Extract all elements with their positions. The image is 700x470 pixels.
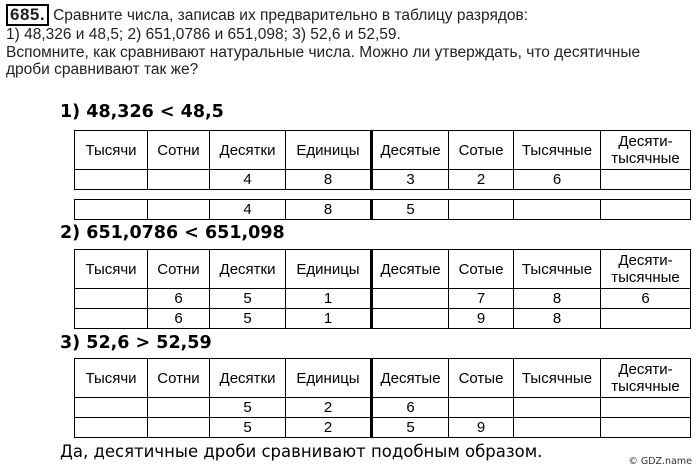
- conclusion-text: Да, десятичные дроби сравнивают подобным образом.: [60, 442, 543, 461]
- cell: 6: [372, 398, 449, 418]
- col-header-tenths: Десятые: [372, 250, 449, 289]
- cell: 5: [210, 418, 286, 438]
- cell: 5: [372, 200, 449, 220]
- cell: [601, 200, 691, 220]
- cell: [601, 170, 691, 190]
- task-line-4: дроби сравнивают так же?: [6, 61, 199, 78]
- cell: 8: [286, 170, 372, 190]
- cell: 5: [210, 289, 286, 309]
- col-header-tenths: Десятые: [372, 359, 449, 398]
- cell: [75, 398, 148, 418]
- table-row: [75, 418, 691, 438]
- task-number: 685.: [6, 4, 49, 26]
- col-header-tenths: Десятые: [372, 131, 449, 170]
- table-row: [75, 170, 691, 190]
- col-header-hundredths: Сотые: [449, 359, 514, 398]
- col-header-hundreds: Сотни: [148, 359, 210, 398]
- task-text: [6, 4, 694, 79]
- cell: [514, 200, 601, 220]
- section-2-table: [74, 249, 691, 329]
- col-header-hundredths: Сотые: [449, 250, 514, 289]
- cell: 9: [449, 418, 514, 438]
- cell: 9: [449, 309, 514, 329]
- col-header-hundreds: Сотни: [148, 131, 210, 170]
- table-row: [75, 309, 691, 329]
- col-header-ten-thousandths: Десяти-тысячные: [601, 250, 691, 289]
- cell: 2: [286, 398, 372, 418]
- cell: [75, 289, 148, 309]
- col-header-hundreds: Сотни: [148, 250, 210, 289]
- cell: [514, 418, 601, 438]
- table-row: [75, 289, 691, 309]
- cell: [148, 170, 210, 190]
- cell: [601, 309, 691, 329]
- col-header-thousandths: Тысячные: [514, 250, 601, 289]
- col-header-units: Единицы: [286, 131, 372, 170]
- cell: [372, 289, 449, 309]
- task-line-1: 685. Сравните числа, записав их предварительно в таблицу разрядов:: [6, 4, 694, 26]
- cell: [449, 200, 514, 220]
- cell: [601, 398, 691, 418]
- cell: [514, 398, 601, 418]
- table-header-row: [75, 359, 691, 398]
- cell: 6: [601, 289, 691, 309]
- task-line-2: 1) 48,326 и 48,5; 2) 651,0786 и 651,098; 3) 52,6 и 52,59.: [6, 26, 401, 43]
- cell: 8: [514, 289, 601, 309]
- col-header-thousandths: Тысячные: [514, 359, 601, 398]
- cell: 8: [514, 309, 601, 329]
- col-header-hundredths: Сотые: [449, 131, 514, 170]
- cell: [148, 200, 210, 220]
- cell: [148, 398, 210, 418]
- cell: 5: [372, 418, 449, 438]
- col-header-thousands: Тысячи: [75, 131, 148, 170]
- cell: 4: [210, 170, 286, 190]
- col-header-tens: Десятки: [210, 250, 286, 289]
- section-1-table-row-2: [74, 199, 691, 220]
- cell: [601, 418, 691, 438]
- col-header-ten-thousandths: Десяти-тысячные: [601, 131, 691, 170]
- source-credit: © GDZ.name: [628, 456, 692, 467]
- cell: 6: [514, 170, 601, 190]
- cell: [372, 309, 449, 329]
- section-1-heading: 1) 48,326 < 48,5: [60, 102, 224, 122]
- col-header-tens: Десятки: [210, 131, 286, 170]
- section-1-table: [74, 130, 691, 190]
- cell: 7: [449, 289, 514, 309]
- table-header-row: [75, 131, 691, 170]
- cell: 8: [286, 200, 372, 220]
- col-header-units: Единицы: [286, 250, 372, 289]
- cell: [148, 418, 210, 438]
- cell: 6: [148, 309, 210, 329]
- section-2-heading: 2) 651,0786 < 651,098: [60, 223, 285, 243]
- cell: 3: [372, 170, 449, 190]
- col-header-thousands: Тысячи: [75, 250, 148, 289]
- cell: 2: [449, 170, 514, 190]
- cell: 5: [210, 309, 286, 329]
- cell: [75, 170, 148, 190]
- cell: 2: [286, 418, 372, 438]
- section-3-heading: 3) 52,6 > 52,59: [60, 333, 212, 353]
- cell: [75, 309, 148, 329]
- col-header-units: Единицы: [286, 359, 372, 398]
- table-row: [75, 200, 691, 220]
- cell: [75, 200, 148, 220]
- cell: [449, 398, 514, 418]
- section-3-table: [74, 358, 691, 438]
- task-line-3: Вспомните, как сравнивают натуральные числа. Можно ли утверждать, что десятичные: [6, 43, 641, 61]
- table-header-row: [75, 250, 691, 289]
- col-header-thousandths: Тысячные: [514, 131, 601, 170]
- table-row: [75, 398, 691, 418]
- cell: [75, 418, 148, 438]
- cell: 4: [210, 200, 286, 220]
- cell: 6: [148, 289, 210, 309]
- cell: 5: [210, 398, 286, 418]
- col-header-ten-thousandths: Десяти-тысячные: [601, 359, 691, 398]
- col-header-tens: Десятки: [210, 359, 286, 398]
- cell: 1: [286, 289, 372, 309]
- cell: 1: [286, 309, 372, 329]
- col-header-thousands: Тысячи: [75, 359, 148, 398]
